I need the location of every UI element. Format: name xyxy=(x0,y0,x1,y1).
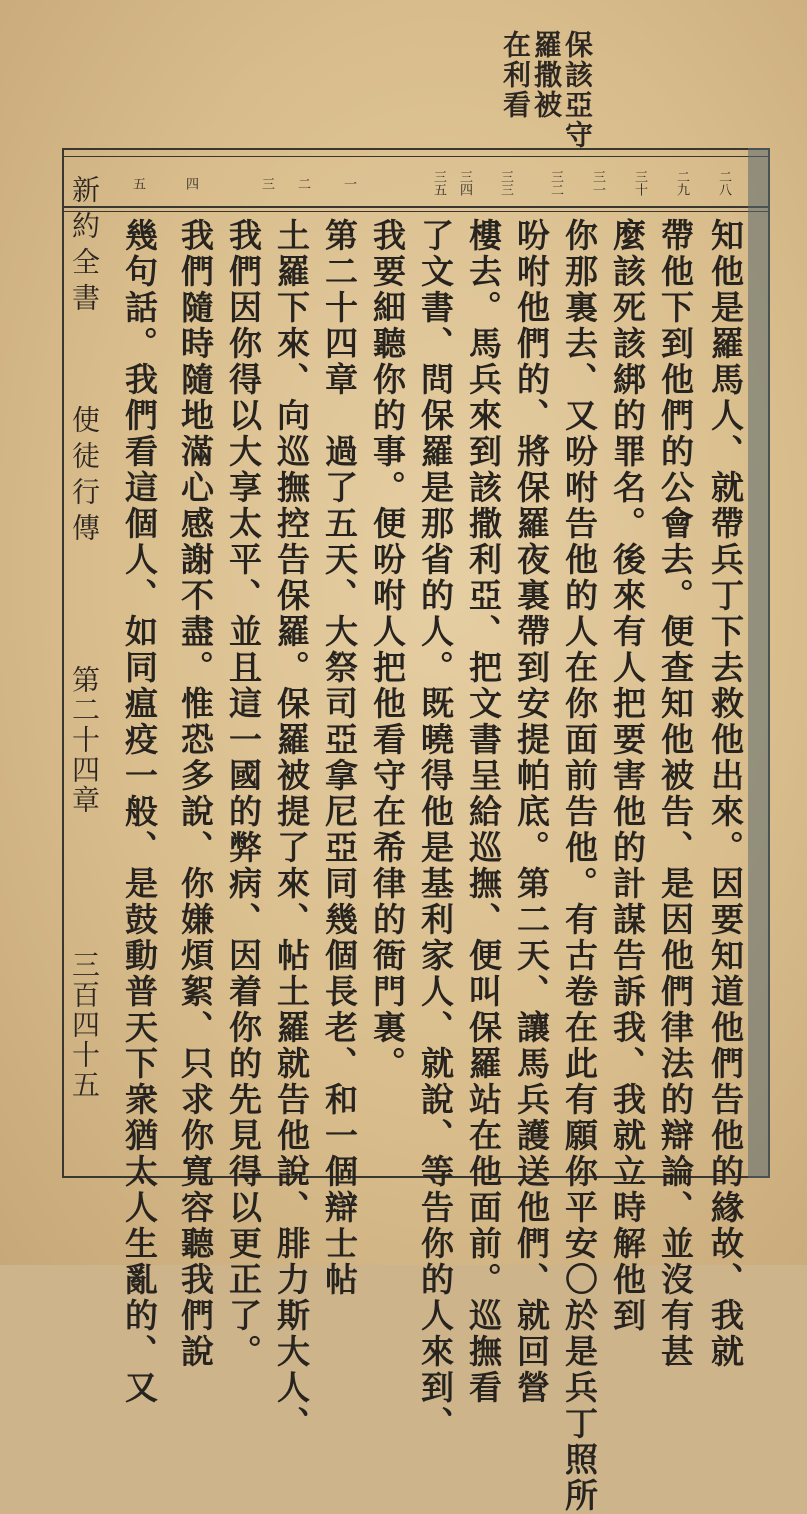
text-column: 樓去。馬兵來到該撒利亞、把文書呈給巡撫、便叫保羅站在他面前。巡撫看 xyxy=(464,218,503,1406)
verse-number: 一 xyxy=(341,176,356,190)
running-head-book: 新約全書 xyxy=(68,175,101,319)
verse-header-rule-inner xyxy=(62,211,770,212)
text-column: 土羅下來、向巡撫控告保羅。保羅被提了來、帖土羅就告他說、腓力斯大人、 xyxy=(272,218,311,1442)
text-column: 我們因你得以大享太平、並且這一國的弊病、因着你的先見得以更正了。 xyxy=(224,218,263,1370)
text-column: 吩咐他們的、將保羅夜裏帶到安提帕底。第二天、讓馬兵護送他們、就回營 xyxy=(512,218,551,1406)
verse-number: 三五 xyxy=(431,170,446,196)
verse-number: 二 xyxy=(295,176,310,190)
text-column: 我們隨時隨地滿心感謝不盡。惟恐多說、你嫌煩絮、只求你寬容聽我們說 xyxy=(176,218,215,1370)
text-column: 我要細聽你的事。便吩咐人把他看守在希律的衙門裏。 xyxy=(368,218,407,1082)
verse-number: 三二 xyxy=(548,170,563,196)
verse-number: 三四 xyxy=(457,170,472,196)
text-column: 你那裏去、又吩咐告他的人在你面前告他。有古卷在此有願你平安〇於是兵丁照所 xyxy=(560,218,599,1514)
headnote-line: 保該亞守 xyxy=(561,30,594,150)
verse-number: 五 xyxy=(130,176,145,190)
binding-edge xyxy=(748,148,770,1178)
verse-number: 三一 xyxy=(590,170,605,196)
verse-number: 三三 xyxy=(498,170,513,196)
verse-number: 二九 xyxy=(674,170,689,196)
verse-number: 三十 xyxy=(632,170,647,196)
text-column: 麼該死該綁的罪名。後來有人把要害他的計謀告訴我、我就立時解他到 xyxy=(608,218,647,1334)
text-column: 帶他下到他們的公會去。便查知他被告、是因他們律法的辯論、並沒有甚 xyxy=(656,218,695,1370)
frame-inner-rule xyxy=(62,156,770,160)
verse-number: 二八 xyxy=(716,170,731,196)
text-column: 知他是羅馬人、就帶兵丁下去救他出來。因要知道他們告他的緣故、我就 xyxy=(706,218,745,1370)
running-head-title: 使徒行傳 xyxy=(68,405,101,549)
page-number: 三百四十五 xyxy=(68,950,101,1100)
verse-number: 三 xyxy=(259,176,274,190)
running-head-chapter: 第二十四章 xyxy=(68,665,101,815)
text-column: 第二十四章 過了五天、大祭司亞拿尼亞同幾個長老、和一個辯士帖 xyxy=(320,218,359,1298)
headnote-line: 羅撒被 xyxy=(530,30,563,120)
verse-header-rule xyxy=(62,206,770,208)
text-column: 幾句話。我們看這個人、如同瘟疫一般、是鼓動普天下衆猶太人生亂的、又 xyxy=(120,218,159,1406)
headnote xyxy=(500,30,593,150)
text-column: 了文書、問保羅是那省的人。既曉得他是基利家人、就說、等告你的人來到、 xyxy=(416,218,455,1442)
verse-number: 四 xyxy=(183,176,198,190)
headnote-line: 在利看 xyxy=(499,30,532,120)
